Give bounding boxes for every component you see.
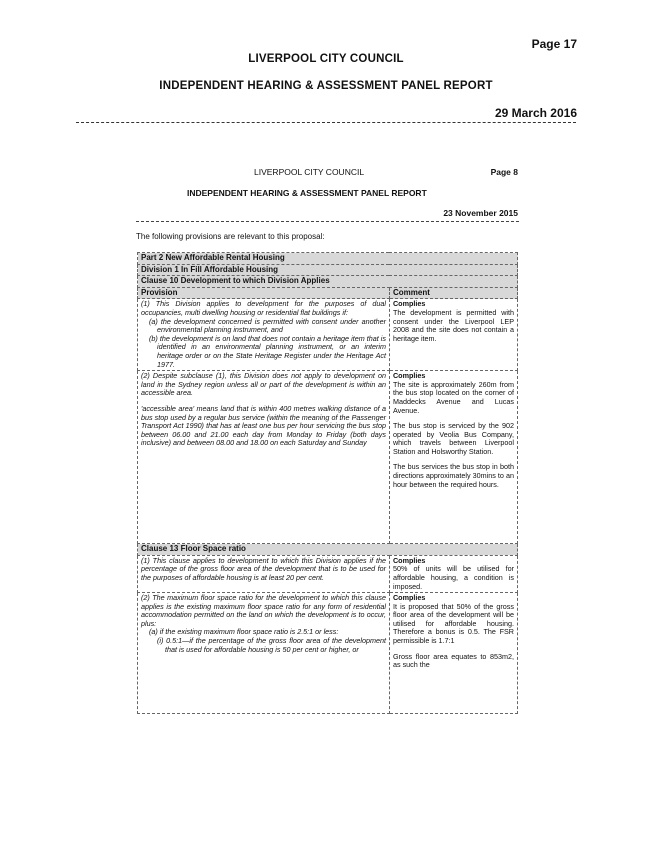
provision-subitem: (a) the development concerned is permitted with consent under another environmental planning instrument, and — [149, 316, 386, 335]
column-header-comment: Comment — [389, 287, 517, 299]
comment-cell — [389, 593, 517, 714]
compliance-status: Complies — [392, 371, 426, 381]
comment-cell — [389, 371, 517, 544]
comment-text: The bus services the bus stop in both directions approximately 30mins to an hour between the required hours. — [392, 462, 514, 489]
table-row — [138, 555, 518, 592]
table-header-row — [138, 287, 518, 299]
comment-text: 50% of units will be utilised for affordable housing, a condition is imposed. — [392, 564, 514, 591]
inner-page-number: Page 8 — [490, 167, 518, 177]
table-row — [138, 593, 518, 714]
outer-council-heading: LIVERPOOL CITY COUNCIL — [248, 53, 404, 65]
inner-council-heading: LIVERPOOL CITY COUNCIL — [254, 167, 365, 177]
division-heading: Division 1 In Fill Affordable Housing — [138, 264, 518, 276]
comment-text: The bus stop is serviced by the 902 operated by Veolia Bus Company, which travels between Liverpool Station and Holsworthy Station. — [392, 421, 514, 456]
outer-page-number: Page 17 — [531, 37, 577, 51]
clause-13-heading: Clause 13 Floor Space ratio — [138, 544, 518, 556]
provision-subitem: (i) 0.5:1—if the percentage of the gross floor area of the development that is used for affordable housing is 50 per cent or higher, or — [157, 636, 386, 654]
table-row — [138, 299, 518, 371]
inner-divider — [136, 221, 519, 222]
table-row — [138, 371, 518, 544]
compliance-status: Complies — [392, 299, 426, 309]
provision-cell — [138, 593, 390, 714]
provision-text: 'accessible area' means land that is within 400 metres walking distance of a bus stop used by a regular bus service (within the meaning of the Passenger Transport Act 1990) that has at least one bus per hour servicing the bus stop between 06.00 and 21.00 each day from Monday to Friday (both days inclusive) and between 08.00 and 18.00 on each Saturday and Sunday — [141, 403, 386, 448]
provision-text: (2) Despite subclause (1), this Division does not apply to development on land in the Sydney region unless all or part of the development is within an accessible area. — [141, 371, 386, 398]
comment-text: The development is permitted with consent under the Liverpool LEP 2008 and the site does not contain a heritage item. — [392, 307, 514, 343]
comment-cell — [389, 299, 517, 371]
comment-text: Gross floor area equates to 853m2, as such the — [392, 651, 514, 670]
provisions-table — [137, 252, 518, 714]
clause-10-heading: Clause 10 Development to which Division Applies — [138, 276, 518, 288]
inner-report-title: INDEPENDENT HEARING & ASSESSMENT PANEL REPORT — [187, 188, 427, 198]
outer-report-date: 29 March 2016 — [494, 106, 577, 120]
comment-cell — [389, 555, 517, 592]
provision-subitem: (b) the development is on land that does not contain a heritage item that is identified in an environmental planning instrument, or an interim heritage order or on the State Heritage Register under the Heritage Act 1977. — [149, 333, 386, 369]
compliance-status: Complies — [392, 593, 426, 603]
inner-report-date: 23 November 2015 — [443, 208, 518, 218]
outer-report-title: INDEPENDENT HEARING & ASSESSMENT PANEL REPORT — [159, 80, 493, 92]
provision-text: (2) The maximum floor space ratio for the development to which this clause applies is the existing maximum floor space ratio for any form of residential accommodation permitted on the land on which the development is to occur, plus: — [141, 593, 386, 628]
provision-text: (1) This Division applies to development for the purposes of dual occupancies, multi dwelling housing or residential flat buildings if: — [141, 299, 386, 317]
provision-cell — [138, 299, 390, 371]
provision-cell — [138, 371, 390, 544]
part-heading: Part 2 New Affordable Rental Housing — [138, 253, 518, 265]
compliance-status: Complies — [392, 555, 426, 565]
comment-text: The site is approximately 260m from the bus stop located on the corner of Maddecks Avenue and Lucas Avenue. — [392, 379, 514, 415]
provision-cell — [138, 555, 390, 592]
provision-subitem: (a) if the existing maximum floor space ratio is 2.5:1 or less: — [149, 627, 339, 637]
outer-divider — [76, 122, 576, 123]
comment-text: It is proposed that 50% of the gross floor area of the development will be utilised for affordable housing. Therefore a bonus is 0.5. The FSR permissible is 1.7:1 — [392, 601, 514, 646]
intro-text: The following provisions are relevant to this proposal: — [136, 232, 325, 241]
provision-text: (1) This clause applies to development to which this Division applies if the percentage of the gross floor area of the development that is to be used for the purposes of affordable housing is at least 20 per cent. — [141, 555, 386, 582]
column-header-provision: Provision — [138, 287, 390, 299]
